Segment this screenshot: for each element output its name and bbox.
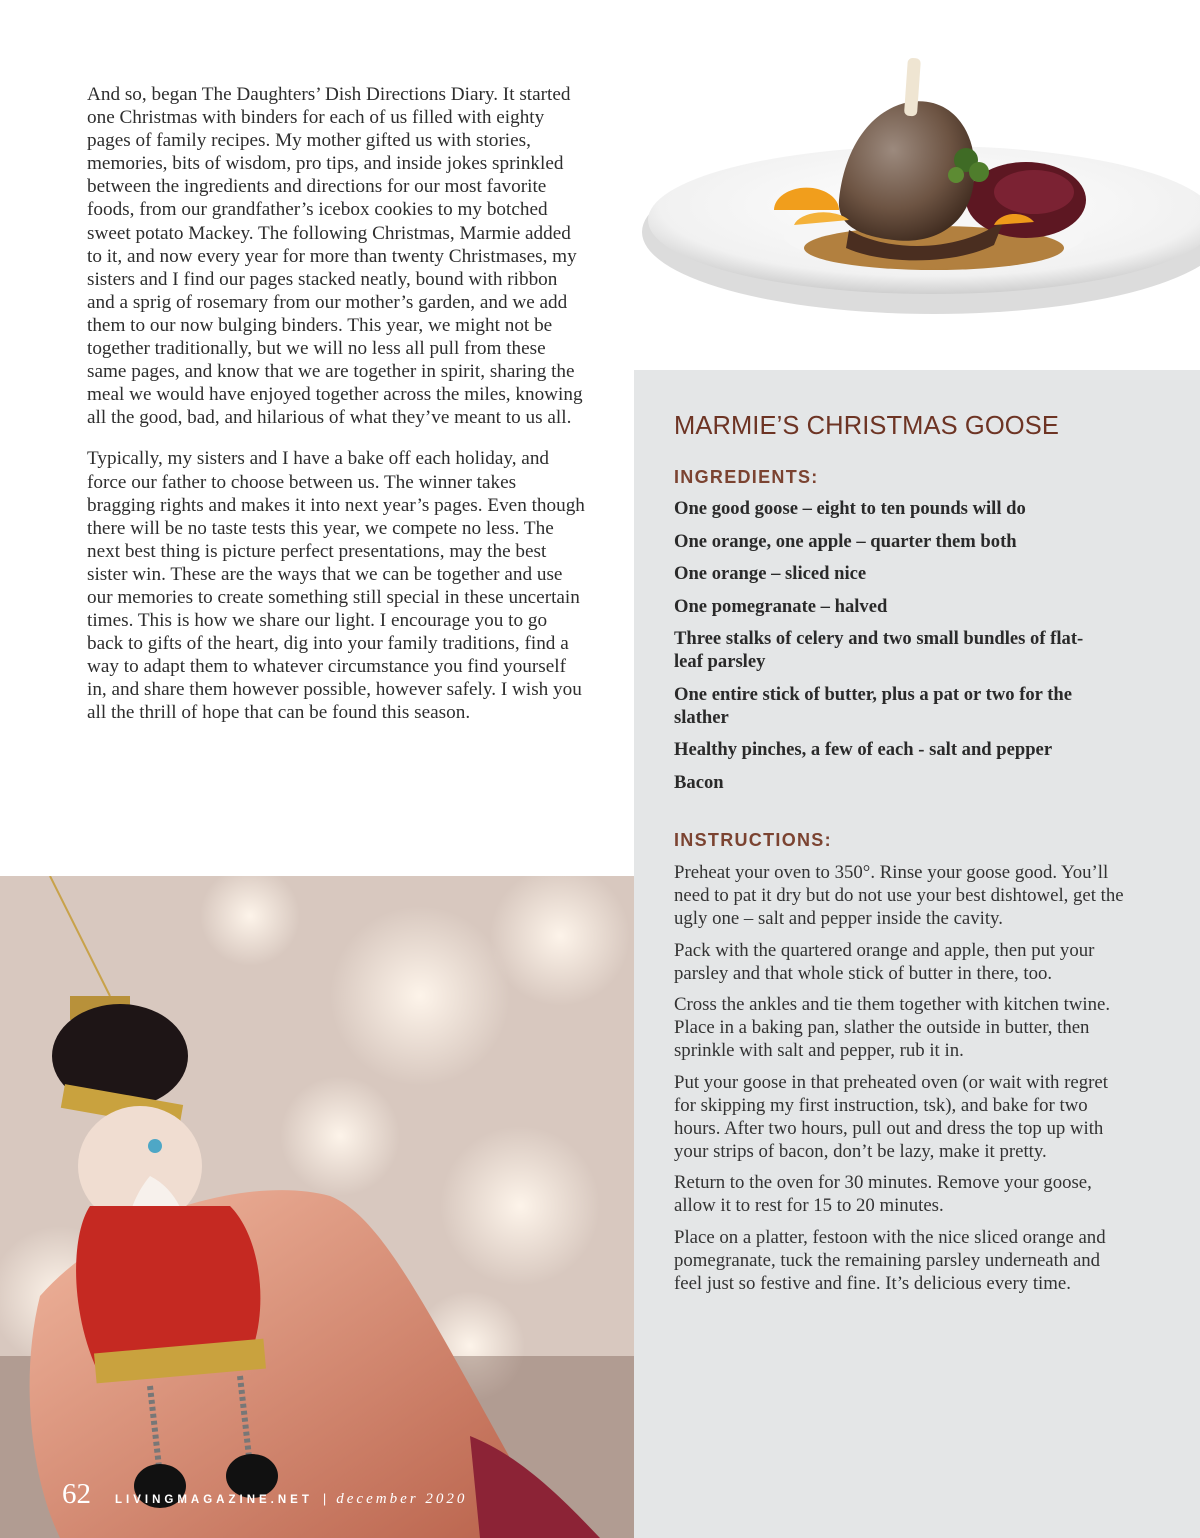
ingredient-item: Healthy pinches, a few of each - salt and pepper [674,739,1053,760]
instructions-heading: INSTRUCTIONS: [674,830,832,850]
recipe-title: MARMIE’S CHRISTMAS GOOSE [674,412,1059,440]
instruction-step: Preheat your oven to 350°. Rinse your goose good. You’ll need to pat it dry but do not use your best dishtowel, get the ugly one – salt and pepper inside the cavity. [674,862,1124,929]
story-paragraph-2: Typically, my sisters and I have a bake off each holiday, and force our father to choose between us. The winner takes bragging rights and makes it into next year’s pages. Even though there will be no taste tests this year, we compete no less. The next best thing is picture perfect presentations, may the best sister win. These are the ways that we can be together and use our memories to create something still special in these uncertain times. This is how we share our light. I encourage you to go back to gifts of the heart, dig into your family traditions, find a way to adapt them to whatever circumstance you find yourself in, and share them however possible, however safely. I wish you all the thrill of hope that can be found this season. [87,448,585,724]
ingredient-item: One pomegranate – halved [674,595,888,617]
page-number: 62 [62,1478,91,1510]
ingredient-item: Three stalks of celery and two small bundles of flat-leaf parsley [674,628,1084,672]
instruction-step: Place on a platter, festoon with the nice sliced orange and pomegranate, tuck the remaining parsley underneath and feel just so festive and fine. It’s delicious every time. [674,1226,1106,1294]
site-name: LIVINGMAGAZINE.NET [115,1494,313,1506]
ingredients-heading: INGREDIENTS: [674,467,819,487]
ingredient-item: One entire stick of butter, plus a pat or two for the slather [674,683,1073,728]
instruction-step: Put your goose in that preheated oven (or wait with regret for skipping my first instruction, tsk), and bake for two hours. After two hours, pull out and dress the top up with your strips of bacon, don’t be lazy, make it pretty. [674,1071,1108,1162]
ingredient-item: One orange, one apple – quarter them both [674,530,1017,552]
instruction-step: Pack with the quartered orange and apple, then put your parsley and that whole stick of butter in there, too. [674,939,1095,984]
nutcracker-ornament-photo [0,876,634,1538]
story-paragraph-1: And so, began The Daughters’ Dish Directions Diary. It started one Christmas with binders for each of us filled with eighty pages of family recipes. My mother gifted us with stories, memories, bits of wisdom, pro tips, and inside jokes sprinkled between the ingredients and directions for our most favorite foods, from our grandfather’s icebox cookies to my botched sweet potato Mackey. The following Christmas, Marmie added to it, and now every year for more than twenty Christmases, my sisters and I find our pages stacked neatly, bound with ribbon and a sprig of rosemary from our mother’s garden, and we add them to our now bulging binders. This year, we might not be together traditionally, but we will no less all pull from these same pages, and know that we are together in spirit, sharing the meal we would have enjoyed together across the miles, knowing all the good, bad, and hilarious of what they’ve meant to us all. [87,84,583,429]
roast-goose-illustration [634,0,1200,370]
story-column [87,83,587,734]
ingredients-list [674,497,1144,803]
roast-goose-photo [634,0,1200,370]
instruction-step: Return to the oven for 30 minutes. Remove your goose, allow it to rest for 15 to 20 minutes. [674,1172,1092,1216]
issue-date: december 2020 [336,1491,468,1507]
ingredient-item: One orange – sliced nice [674,563,867,584]
instruction-step: Cross the ankles and tie them together with kitchen twine. Place in a baking pan, slather the outside in butter, then sprinkle with salt and pepper, rub it in. [674,994,1111,1061]
ingredient-item: One good goose – eight to ten pounds will do [674,498,1026,519]
page-footer [62,1478,467,1511]
nutcracker-ornament-illustration [0,876,634,1538]
footer-separator: | [322,1491,327,1506]
instructions-list [674,861,1124,1303]
recipe-panel [634,370,1200,1538]
ingredient-item: Bacon [674,771,724,793]
